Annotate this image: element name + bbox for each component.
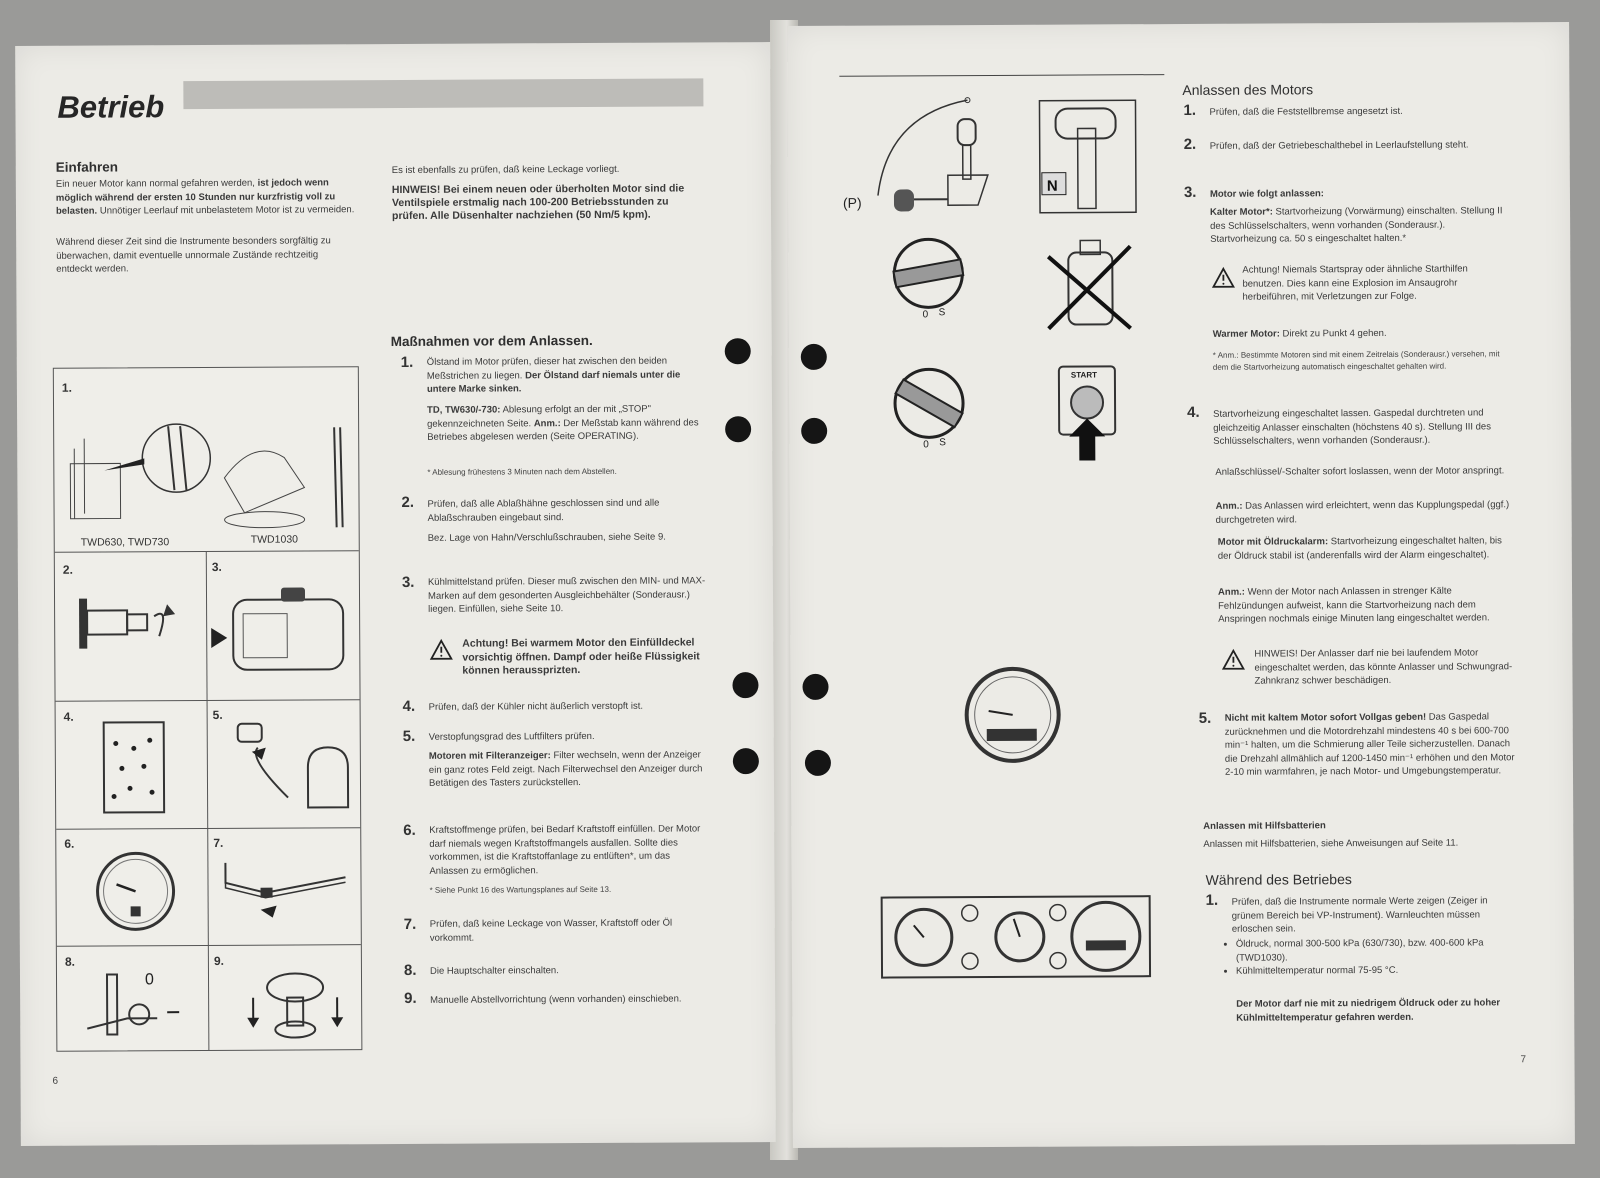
radiator-icon: [100, 718, 171, 818]
anm-kaelte: [1218, 584, 1518, 626]
section-heading-einfahren: Einfahren: [55, 159, 119, 175]
anm-label: Anm.:: [1218, 586, 1245, 598]
oeldruckalarm-label: Motor mit Öldruckalarm:: [1217, 536, 1329, 548]
item-9-text: Manuelle Abstellvorrichtung (wenn vorhanden) einschieben.: [430, 993, 682, 1006]
key-switch-start-icon: [879, 361, 979, 452]
item-number-8: 8.: [403, 961, 417, 979]
item-3-text: Kühlmittelstand prüfen. Dieser muß zwischen den MIN- und MAX-Marken auf dem gesonderten Ausgleichbehälter (Sonderausr.) liegen. Einfüllen, siehe Seite 10.: [427, 575, 706, 615]
item-number-4: 4.: [402, 697, 416, 715]
caption-twd630: TWD630, TWD730: [80, 536, 170, 549]
right-item-4-anm: [1216, 498, 1516, 527]
title-bar: [183, 78, 703, 109]
key-switch-icon: [878, 231, 978, 322]
punch-hole: [801, 418, 827, 444]
item-number-9: 9.: [404, 989, 417, 1007]
right-item-number-4: 4.: [1187, 403, 1200, 421]
figure-cell-6-label: 6.: [64, 836, 75, 851]
punch-hole: [805, 750, 831, 776]
item-4-text: Prüfen, daß der Kühler nicht äußerlich verstopft ist.: [428, 700, 644, 713]
figure-cell-4-label: 4.: [63, 709, 74, 724]
warmer-motor: [1213, 326, 1513, 341]
switch-zero-label: 0: [144, 971, 154, 989]
betrieb-warning: Der Motor darf nie mit zu niedrigem Öldruck oder zu hoher Kühlmitteltemperatur gefahren werden.: [1236, 997, 1501, 1024]
hilfsbatterien-text: Anlassen mit Hilfsbatterien, siehe Anweisungen auf Seite 11.: [1203, 837, 1459, 850]
right-item-number-2: 2.: [1183, 135, 1197, 153]
punch-hole: [801, 344, 827, 370]
section-heading-betrieb: Während des Betriebes: [1205, 871, 1352, 888]
item-number-7: 7.: [403, 915, 417, 933]
kalter-motor-text: Startvorheizung (Vorwärmung) einschalten. Stellung II des Schlüsselschalters, wenn vorhanden (Sonderausr.). Startvorheizung ca. 50 s eingeschaltet halten.*: [1210, 205, 1503, 245]
right-item-4-b: Anlaßschlüssel/-Schalter sofort loslassen, wenn der Motor anspringt.: [1215, 465, 1505, 478]
right-item-number-1: 1.: [1183, 101, 1197, 119]
kalter-motor-label: Kalter Motor*:: [1210, 206, 1273, 218]
einfahren-text-b: ist jedoch wenn möglich während der ersten 10 Stunden nur kurzfristig voll zu belasten.: [55, 177, 336, 217]
oeldruckalarm: [1218, 534, 1518, 563]
oeldruckalarm-text: Startvorheizung eingeschaltet halten, bis der Öldruck stabil ist (anderenfalls wird der Alarm eingeschaltet).: [1217, 535, 1502, 562]
item-8-text: Die Hauptschalter einschalten.: [429, 965, 559, 977]
bullet-kuehlmittel: • Kühlmitteltemperatur normal 75-95 °C.: [1236, 963, 1536, 978]
item-1-note: * Ablesung frühestens 3 Minuten nach dem Abstellen.: [427, 466, 617, 477]
page-number-right: 7: [1520, 1054, 1527, 1066]
anm-label: Anm.:: [1215, 500, 1243, 512]
item-6-text: Kraftstoffmenge prüfen, bei Bedarf Kraftstoff einfüllen. Der Motor darf niemals wegen Kraftstoffmangels ausfallen. Sollte dies vorkommen, ist die Kraftstoffanlage zu entlüften*, um das Anlassen zu ermöglichen.: [429, 823, 701, 877]
page-title: Betrieb: [57, 89, 165, 125]
fuel-line-icon: [220, 857, 350, 928]
anm-text: Der Meßstab kann während des Betriebes abgelesen werden (Seite OPERATING).: [427, 416, 699, 443]
figure-cell-8-label: 8.: [64, 954, 75, 969]
betrieb-item-1: Prüfen, daß die Instrumente normale Werte zeigen (Zeiger in grünem Bereich bei VP-Instrument). Warnleuchten müssen erloschen sein.: [1231, 895, 1488, 935]
figure-cell-7-label: 7.: [213, 835, 224, 850]
park-position-label: (P): [842, 194, 862, 211]
warning-triangle-icon: [430, 640, 452, 660]
neutral-label: N: [1046, 177, 1058, 195]
figure-cell-1-label: 1.: [61, 380, 72, 395]
item-number-1: 1.: [400, 353, 414, 371]
punch-hole: [725, 338, 751, 364]
anm-text: Das Anlassen wird erleichtert, wenn das Kupplungspedal (ggf.) durchgetreten wird.: [1215, 499, 1510, 526]
warmer-motor-label: Warmer Motor:: [1212, 328, 1280, 340]
punch-hole: [732, 672, 758, 698]
gear-lever-icon: [837, 95, 1018, 226]
hinweis-paragraph: HINWEIS! Bei einem neuen oder überholten Motor sind die Ventilspiele erstmalig nach 100-200 Betriebsstunden zu prüfen. Alle Düsenhalter nachziehen (50 Nm/5 kpm).: [391, 182, 685, 223]
key-position-0: 0: [923, 439, 929, 451]
anm-label: Anm.:: [533, 417, 561, 429]
anm-text: Wenn der Motor nach Anlassen in strenger Kälte Fehlzündungen aufweist, kann die Startvorheizung nach dem Anspringen nochmals einige Minuten lang eingeschaltet werden.: [1218, 585, 1490, 625]
right-item-5: [1225, 710, 1521, 779]
item-number-6: 6.: [403, 821, 416, 839]
right-item-2: Prüfen, daß der Getriebeschalthebel in Leerlaufstellung steht.: [1209, 139, 1469, 152]
kalter-motor: [1210, 204, 1510, 246]
page-number-left: 6: [52, 1075, 59, 1087]
item-3-warning: Achtung! Bei warmem Motor den Einfülldeckel vorsichtig öffnen. Dampf oder heiße Flüssigkeit können heraussprizten.: [462, 636, 700, 677]
item-number-5: 5.: [402, 727, 416, 745]
right-page: [787, 22, 1575, 1148]
key-position-0: 0: [922, 309, 929, 321]
key-position-s: S: [938, 307, 946, 319]
punch-hole: [802, 674, 828, 700]
tachometer-icon: [962, 665, 1063, 766]
filter-indicator-icon: [228, 717, 354, 818]
item-1-bold: Der Ölstand darf niemals unter die untere Marke sinken.: [426, 369, 681, 395]
figure-grid: [53, 366, 363, 1052]
betrieb-bullets: [1216, 936, 1536, 978]
right-item-1: Prüfen, daß die Feststellbremse angesetzt ist.: [1209, 105, 1403, 118]
item-1-main: Ölstand im Motor prüfen, dieser hat zwischen den beiden Meßstrichen zu liegen.: [426, 355, 668, 382]
item-5-text: Verstopfungsgrad des Luftfilters prüfen.: [428, 730, 595, 743]
right-item-4: Startvorheizung eingeschaltet lassen. Gaspedal durchtreten und gleichzeitig Anlasser einschalten (höchstens 40 s). Stellung III des Schlüsselschalters, wenn vorhanden (Sonderausr.).: [1213, 407, 1491, 447]
item-5-filter: [429, 748, 707, 790]
no-startspray-icon: [1038, 232, 1149, 333]
item-1-text: [427, 354, 705, 396]
section-heading-massnahmen: Maßnahmen vor dem Anlassen.: [390, 332, 593, 350]
start-label: START: [1070, 370, 1098, 380]
figure-cell-5-label: 5.: [212, 707, 223, 722]
punch-hole: [733, 748, 759, 774]
filter-label: Motoren mit Filteranzeiger:: [428, 750, 551, 762]
drain-plug-icon: [79, 596, 189, 657]
coolant-tank-icon: [211, 587, 357, 688]
right-betrieb-number-1: 1.: [1205, 891, 1219, 909]
einfahren-paragraph-2: Während dieser Zeit sind die Instrumente besonders sorgfältig zu überwachen, damit eventuelle unnormale Zustände rechtzeitig entdeckt werden.: [56, 235, 331, 275]
warning-triangle-icon: [1222, 650, 1244, 670]
td-text: Ablesung erfolgt an der mit „STOP" gekennzeichneten Seite.: [427, 403, 651, 430]
anm-zeitrelais: * Anm.: Bestimmte Motoren sind mit einem Zeitrelais (Sonderausr.) versehen, mit dem die Startvorheizung automatisch eingeschaltet gehalten wird.: [1212, 349, 1500, 372]
filter-text: Filter wechseln, wenn der Anzeiger ein ganz rotes Feld zeigt. Nach Filterwechsel den Anzeiger durch Betätigen des Tasters zurückstellen.: [428, 749, 703, 789]
hinweis-anlasser: HINWEIS! Der Anlasser darf nie bei laufendem Motor eingeschaltet werden, das könnte Anlasser und Schwungrad-Zahnkranz schwer beschädigen.: [1254, 647, 1513, 687]
right-item-3-heading: Motor wie folgt anlassen:: [1209, 188, 1324, 200]
fuel-gauge-icon: [90, 846, 180, 936]
hilfsbatterien-heading: Anlassen mit Hilfsbatterien: [1203, 820, 1326, 832]
td-label: TD, TW630/-730:: [427, 404, 501, 416]
left-page: [15, 42, 776, 1146]
stop-knob-icon: [243, 967, 353, 1048]
item-number-3: 3.: [401, 573, 415, 591]
achtung-startspray: Achtung! Niemals Startspray oder ähnliche Starthilfen benutzen. Dies kann eine Explosion im Ansaugrohr herbeiführen, mit Verletzungen zur Folge.: [1242, 263, 1468, 303]
warning-triangle-icon: [1212, 268, 1234, 288]
figure-cell-2-label: 2.: [62, 562, 73, 577]
item-number-2: 2.: [401, 493, 415, 511]
item-1-td: [427, 402, 705, 444]
instrument-panel-icon: [880, 894, 1152, 979]
einfahren-text-a: Ein neuer Motor kann normal gefahren werden,: [55, 177, 255, 190]
main-switch-icon: [87, 968, 202, 1044]
punch-hole: [725, 416, 751, 442]
top-rule: [839, 74, 1164, 77]
key-position-s: S: [939, 437, 946, 449]
item-7-text: Prüfen, daß keine Leckage von Wasser, Kraftstoff oder Öl vorkommt.: [429, 917, 673, 944]
gear-shift-neutral-icon: [1037, 98, 1138, 217]
dipstick-illustration: [64, 407, 355, 534]
figure-cell-9-label: 9.: [213, 953, 224, 968]
figure-cell-3-label: 3.: [211, 559, 222, 574]
start-button-icon: [1057, 364, 1118, 464]
einfahren-paragraph-1: [56, 176, 356, 218]
right-item-number-5: 5.: [1198, 709, 1212, 727]
vollgas-text: Das Gaspedal zurücknehmen und die Motordrehzahl mindestens 40 s bei 600-700 min⁻¹ halten, um die Schmierung aller Teile sicherzustellen. Danach die Drehzahl allmählich auf 1200-1450 min⁻¹ erhöhen und den Motor 2-10 min warmfahren, je nach Motor- und Umgebungstemperatur.: [1224, 711, 1515, 778]
warmer-motor-text: Direkt zu Punkt 4 gehen.: [1282, 327, 1387, 340]
item-6-note: * Siehe Punkt 16 des Wartungsplanes auf Seite 13.: [429, 884, 612, 895]
bullet-oeldruck: • Öldruck, normal 300-500 kPa (630/730), bzw. 400-600 kPa (TWD1030).: [1236, 936, 1536, 965]
right-item-number-3: 3.: [1183, 183, 1197, 201]
einfahren-text-c: Unnötiger Leerlauf mit unbelastetem Motor ist zu vermeiden.: [99, 204, 355, 217]
item-2-note: Bez. Lage von Hahn/Verschlußschrauben, siehe Seite 9.: [427, 531, 666, 544]
section-heading-anlassen: Anlassen des Motors: [1182, 81, 1314, 98]
caption-twd1030: TWD1030: [250, 533, 299, 546]
leckage-paragraph: Es ist ebenfalls zu prüfen, daß keine Leckage vorliegt.: [391, 163, 620, 177]
item-2-text: Prüfen, daß alle Ablaßhähne geschlossen sind und alle Ablaßschrauben eingebaut sind.: [427, 497, 660, 524]
vollgas-warning: Nicht mit kaltem Motor sofort Vollgas geben!: [1224, 711, 1427, 724]
